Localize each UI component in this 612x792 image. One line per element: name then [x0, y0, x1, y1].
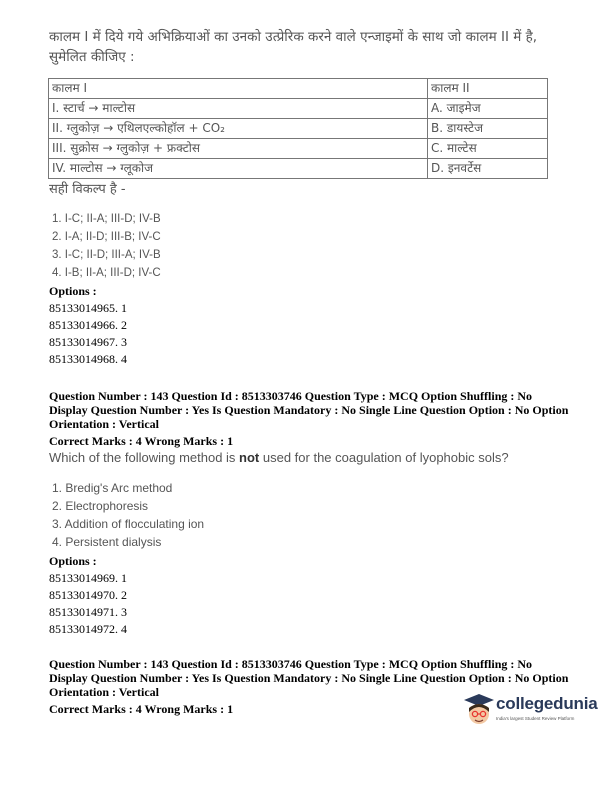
options-label: Options :: [49, 554, 97, 568]
option-id: 85133014967. 3: [49, 335, 127, 349]
meta-line: Question Number : 143 Question Id : 8513303746 Question Type : MCQ Option Shuffling : No: [49, 657, 533, 671]
list-item: 2. Electrophoresis: [52, 499, 149, 513]
option-id: 85133014965. 1: [49, 301, 127, 315]
option-id: 85133014969. 1: [49, 571, 127, 585]
meta-line: Orientation : Vertical: [49, 685, 159, 699]
table-row: [49, 99, 548, 119]
option-id: 85133014968. 4: [49, 352, 127, 366]
graduate-face-icon: [463, 692, 495, 728]
table-header-row: [49, 79, 548, 99]
option-id: 85133014970. 2: [49, 588, 127, 602]
meta-line: Display Question Number : Yes Is Question Mandatory : No Single Line Question Option : No Option: [49, 403, 569, 417]
meta-line: Orientation : Vertical: [49, 417, 159, 431]
option-id: 85133014971. 3: [49, 605, 127, 619]
marks-line: Correct Marks : 4 Wrong Marks : 1: [49, 434, 234, 448]
meta-line: Display Question Number : Yes Is Question Mandatory : No Single Line Question Option : No Option: [49, 671, 569, 685]
list-item: 1. I-C; II-A; III-D; IV-B: [52, 213, 161, 225]
table-cell: A. जाइमेज: [428, 99, 548, 119]
options-block-2: [49, 553, 127, 638]
table-header-col1: कालम I: [49, 79, 428, 99]
logo-name: collegedunia: [496, 694, 598, 713]
list-item: 3. I-C; II-D; III-A; IV-B: [52, 249, 161, 261]
list-item: 4. Persistent dialysis: [52, 535, 162, 549]
question-2-text: [49, 450, 509, 465]
answer-prompt: सही विकल्प है -: [49, 182, 126, 197]
table-row: [49, 139, 548, 159]
options-block-1: [49, 283, 127, 368]
table-row: [49, 119, 548, 139]
list-item: 3. Addition of flocculating ion: [52, 517, 205, 531]
table-row: [49, 159, 548, 179]
table-cell: III. सुक्रोस → ग्लुकोज़ + फ्रक्टोस: [49, 139, 428, 159]
option-id: 85133014972. 4: [49, 622, 127, 636]
list-item: 2. I-A; II-D; III-B; IV-C: [52, 231, 161, 243]
logo-tagline: India's largest Student Review Platform: [496, 716, 575, 721]
table-cell: C. माल्टेस: [428, 139, 548, 159]
question-text-part: used for the coagulation of lyophobic sols?: [259, 450, 509, 465]
table-header-col2: कालम II: [428, 79, 548, 99]
question-1-text: कालम I में दिये गये अभिक्रियाओं का उनको उत्प्रेरिक करने वाले एन्जाइमों के साथ जो कालम II में है, सुमेलित कीजिए :: [49, 29, 538, 65]
question-2-meta: [49, 389, 589, 448]
table-cell: D. इनवर्टेस: [428, 159, 548, 179]
list-item: 1. Bredig's Arc method: [52, 481, 173, 495]
table-cell: II. ग्लुकोज़ → एथिलएल्कोहॉल + CO₂: [49, 119, 428, 139]
question-text-part: Which of the following method is: [49, 450, 240, 465]
option-id: 85133014966. 2: [49, 318, 127, 332]
meta-line: Question Number : 143 Question Id : 8513303746 Question Type : MCQ Option Shuffling : No: [49, 389, 533, 403]
table-cell: I. स्टार्च → माल्टोस: [49, 99, 428, 119]
question-text-bold: not: [239, 450, 260, 465]
choice-list-2: [52, 479, 204, 551]
marks-line: Correct Marks : 4 Wrong Marks : 1: [49, 702, 234, 716]
collegedunia-logo: [463, 691, 598, 731]
options-label: Options :: [49, 284, 97, 298]
table-cell: IV. माल्टोस → ग्लूकोज: [49, 159, 428, 179]
list-item: 4. I-B; II-A; III-D; IV-C: [52, 267, 161, 279]
choice-list-1: [52, 210, 161, 282]
table-cell: B. डायस्टेज: [428, 119, 548, 139]
match-table: [48, 78, 548, 179]
